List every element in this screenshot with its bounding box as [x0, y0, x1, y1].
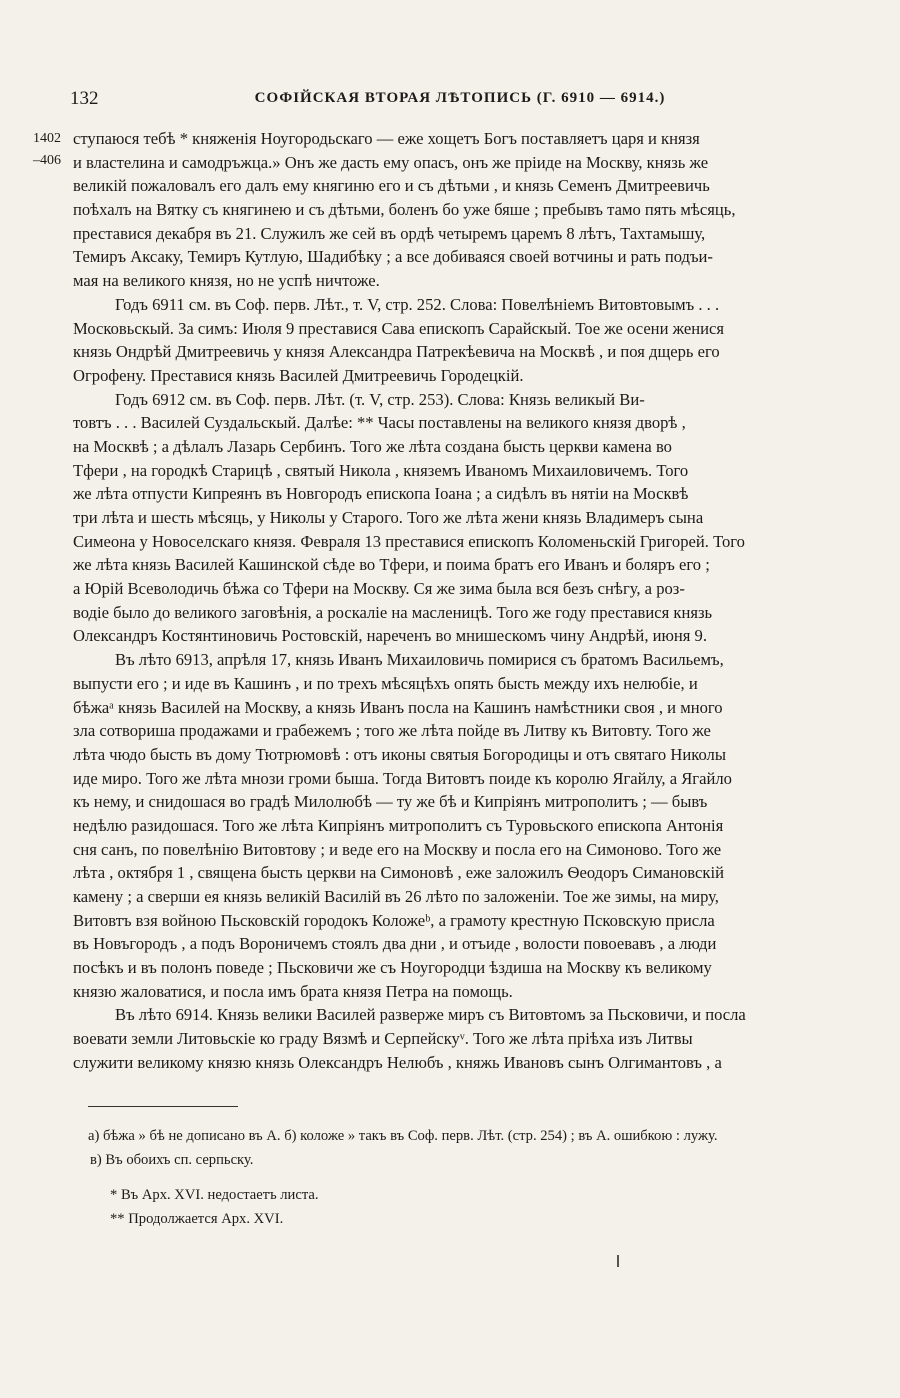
- text-line: поѣхалъ на Вятку съ княгинею и съ дѣтьми, боленъ бо уже бяше ; пребывъ тамо пять мѣсяць,: [73, 200, 736, 220]
- footnotes: [88, 1124, 888, 1172]
- text-line: Олександръ Костянтиновичь Ростовскій, нареченъ во мнишескомъ чину Андрѣй, июня 9.: [73, 626, 707, 646]
- text-line: Годъ 6911 см. въ Соф. перв. Лѣт., т. V, стр. 252. Слова: Повелѣніемъ Витовтовымъ . . .: [115, 294, 720, 314]
- text-line: Витовтъ взя войною Пьсковскій городокъ Коложеᵇ, а грамоту крестную Псковскую присла: [73, 910, 715, 930]
- text-line: же лѣта отпусти Кипреянъ въ Новгородъ епископа Іоана ; а сидѣлъ въ нятіи на Москвѣ: [73, 484, 689, 504]
- source-notes: [110, 1183, 319, 1231]
- text-line: товтъ . . . Василей Суздальскый. Далѣе: ** Часы поставлены на великого князя дворѣ ,: [73, 413, 686, 433]
- text-line: въ Новъгородъ , а подъ Вороничемъ стоялъ два дни , и отъиде , волости повоевавъ , а люди: [73, 934, 717, 954]
- text-line: Московьскый. За симъ: Июля 9 преставися Сава епископъ Сарайскый. Тое же осени женися: [73, 318, 724, 338]
- text-line: лѣта чюдо бысть въ дому Тютрюмовѣ : отъ иконы святыя Богородицы и отъ святаго Николы: [73, 744, 726, 764]
- text-line: сня санъ, по повелѣнію Витовтову ; и веде его на Москву и посла его на Симоново. Того же: [73, 839, 722, 859]
- text-line: князю жаловатися, и посла имъ брата князя Петра на помощь.: [73, 981, 513, 1001]
- margin-year-top: 1402: [33, 131, 61, 146]
- text-line: три лѣта и шесть мѣсяць, у Николы у Старого. Того же лѣта жени князь Владимеръ сына: [73, 508, 704, 527]
- page-header: [70, 88, 850, 114]
- text-line: преставися декабря въ 21. Служилъ же сей въ ордѣ четыремъ царемъ 8 лѣтъ, Тахтамышу,: [73, 223, 706, 243]
- text-line: недѣлю разидошася. Того же лѣта Кипріянъ митрополитъ съ Туровьского епископа Антонія: [73, 815, 724, 835]
- text-line: къ нему, и снидошася во градѣ Милолюбѣ — ту же бѣ и Кипріянъ митрополитъ ; — бывъ: [73, 792, 708, 812]
- text-line: а Юрій Всеволодичь бѣжа со Тфери на Москву. Ся же зима была вся безъ снѣгу, а роз-: [73, 579, 685, 599]
- text-line: мая на великого князя, но не успѣ ничтоже.: [73, 271, 380, 291]
- text-line: и властелина и самодръжца.» Онъ же дасть ему опасъ, онъ же пріиде на Москву, князь же: [73, 152, 709, 172]
- text-line: ступаюся тебѣ * княженія Ноугородьскаго — еже хощетъ Богъ поставляетъ царя и князя: [73, 129, 700, 148]
- text-line: воевати земли Литовьскіе ко граду Вязмѣ и Серпейскуᵛ. Того же лѣта пріѣха изъ Литвы: [73, 1029, 693, 1049]
- text-line: бѣжаᵃ князь Василей на Москву, а князь Иванъ посла на Кашинъ намѣстники своя , и много: [73, 697, 723, 717]
- text-line: великій пожаловалъ его далъ ему княгиню его и съ дѣтьми , и князь Семенъ Дмитреевичь: [73, 176, 710, 196]
- text-line: Огрофену. Преставися князь Василей Дмитреевичь Городецкій.: [73, 365, 524, 385]
- text-line: на Москвѣ ; а дѣлалъ Лазарь Сербинъ. Того же лѣта создана бысть церкви камена во: [73, 436, 672, 456]
- chronicle-text: [73, 127, 893, 1075]
- text-line: зла сотвориша продажами и грабежемъ ; того же лѣта пойде въ Литву къ Витовту. Того же: [73, 721, 711, 741]
- source-note: ** Продолжается Арх. XVI.: [110, 1211, 284, 1227]
- text-line: Въ лѣто 6913, апрѣля 17, князь Иванъ Михаиловичь помирися съ братомъ Васильемъ,: [115, 650, 724, 670]
- text-line: Симеона у Новоселскаго князя. Февраля 13 преставися епископъ Коломеньскій Григорей. Того: [73, 531, 745, 551]
- footnote-divider: [88, 1106, 238, 1107]
- footnote-line: а) бѣжа » бѣ не дописано въ А. б) коложе » такъ въ Соф. перв. Лѣт. (стр. 254) ; въ А. ошибкою : лужу.: [88, 1128, 718, 1144]
- text-line: камену ; а сверши ея князь великій Василій въ 26 лѣто по заложеніи. Тое же зимы, на миру,: [73, 887, 719, 906]
- text-line: посѣкъ и въ полонъ поведе ; Пьсковичи же съ Ноугородци ѣздиша на Москву къ великому: [73, 958, 712, 978]
- footnote-line: в) Въ обоихъ сп. серпьску.: [90, 1152, 254, 1168]
- text-line: Годъ 6912 см. въ Соф. перв. Лѣт. (т. V, стр. 253). Слова: Князь великый Ви-: [115, 389, 645, 409]
- text-line: же лѣта князь Василей Кашинской сѣде во Тфери, и поима братъ его Иванъ и боляръ его ;: [73, 555, 710, 575]
- print-mark: [617, 1255, 619, 1267]
- text-line: лѣта , октября 1 , священа бысть церкви на Симоновѣ , еже заложилъ Ѳеодоръ Симановскій: [73, 863, 724, 883]
- text-line: иде миро. Того же лѣта мнози громи быша. Тогда Витовтъ поиде къ королю Ягайлу, а Ягайло: [73, 768, 732, 788]
- text-line: князь Ондрѣй Дмитреевичь у князя Александра Патрекѣевича на Москвѣ , и поя дщерь его: [73, 342, 720, 362]
- text-line: Въ лѣто 6914. Князь велики Василей разверже миръ съ Витовтомъ за Пьсковичи, и посла: [115, 1005, 746, 1025]
- text-line: Темиръ Аксаку, Темиръ Кутлую, Шадибѣку ; а все добиваяся своей вотчины и рать подъи-: [73, 247, 713, 267]
- text-line: водіе было до великого заговѣнія, а роскаліе на масленицѣ. Того же году преставися князь: [73, 602, 713, 622]
- text-line: служити великому князю князь Олександръ Нелюбъ , княжь Ивановъ сынъ Олгимантовъ , а: [73, 1052, 722, 1072]
- margin-year-bottom: –406: [33, 153, 61, 168]
- text-line: выпусти его ; и иде въ Кашинъ , и по трехъ мѣсяцѣхъ опять бысть между ихъ нелюбіе, и: [73, 673, 698, 693]
- source-note: * Въ Арх. XVI. недостаетъ листа.: [110, 1187, 319, 1203]
- text-line: Тфери , на городкѣ Старицѣ , святый Никола , княземъ Иваномъ Михаиловичемъ. Того: [73, 460, 689, 480]
- page-number: 132: [70, 88, 99, 109]
- running-title: СОФІЙСКАЯ ВТОРАЯ ЛѢТОПИСЬ (Г. 6910 — 6914.): [254, 90, 666, 106]
